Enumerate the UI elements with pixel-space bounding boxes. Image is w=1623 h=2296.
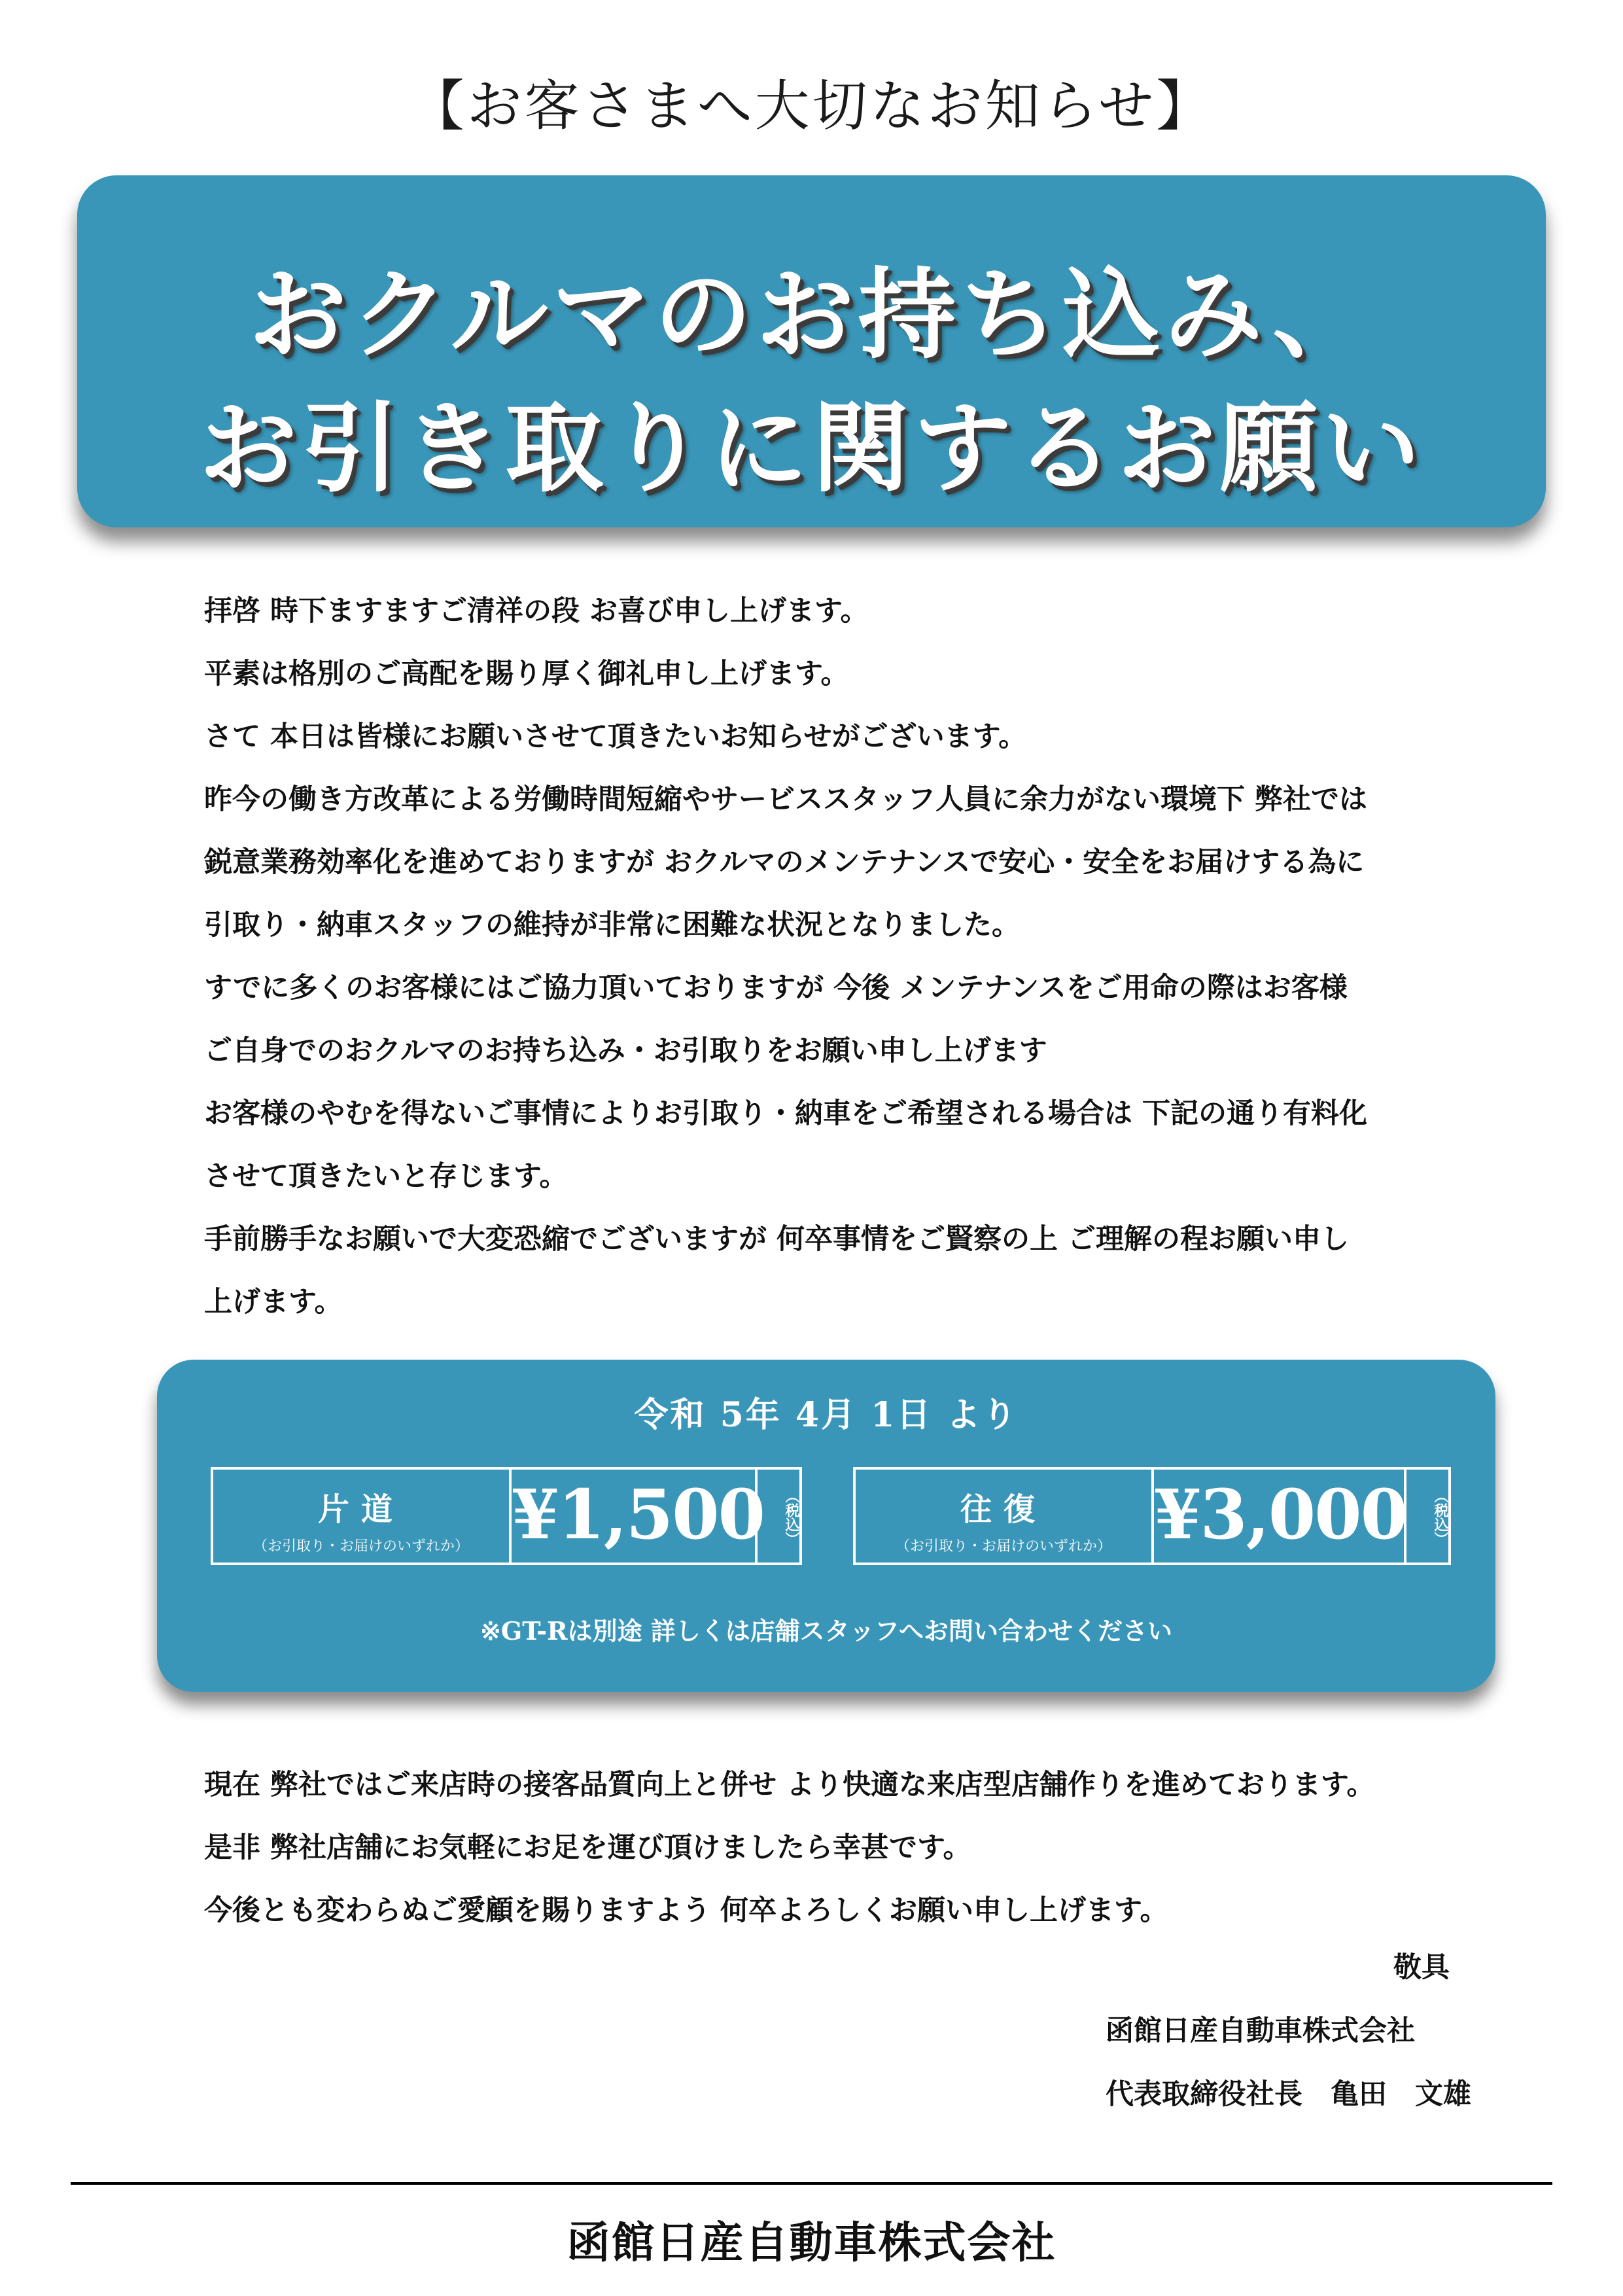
closing-word: 敬具 [1393,1951,1450,1984]
fare-tax-label: （税込） [1432,1489,1448,1546]
intro-line: ご自身でのおクルマのお持ち込み・お引取りをお願い申し上げます [204,1034,1047,1067]
fare-price: ¥1,500 [512,1474,765,1555]
closing-line: 是非 弊社店舗にお気軽にお足を運び頂けましたら幸甚です。 [204,1831,971,1864]
title-line-2: お引き取りに関するお願い [199,392,1424,506]
intro-line: 引取り・納車スタッフの維持が非常に困難な状況となりました。 [204,909,1020,942]
fare-note: （お引取り・お届けのいずれか） [895,1538,1111,1555]
title-banner [77,175,1546,527]
fare-tax-cell [1404,1470,1448,1563]
gtr-note: ※GT-Rは別途 詳しくは店舗スタッフへお問い合わせください [480,1616,1173,1646]
intro-paragraph [204,580,1480,1333]
title-line-1: おクルマのお持ち込み、 [249,258,1374,372]
closing-line: 現在 弊社ではご来店時の接客品質向上と併せ より快適な来店型店舗作りを進めております。 [204,1769,1375,1801]
fare-note: （お引取り・お届けのいずれか） [253,1538,469,1555]
closing-line: 今後とも変わらぬご愛顧を賜りますよう 何卒よろしくお願い申し上げます。 [204,1894,1168,1927]
fare-name: 往復 [960,1491,1047,1528]
signature-company: 函館日産自動車株式会社 [1106,2015,1415,2047]
closing-paragraph [204,1754,1480,1942]
fare-oneway [211,1467,802,1565]
fare-label-cell [213,1470,512,1563]
footer-company: 函館日産自動車株式会社 [567,2217,1056,2268]
intro-line: さて 本日は皆様にお願いさせて頂きたいお知らせがございます。 [204,720,1027,753]
intro-line: 拝啓 時下ますますご清祥の段 お喜び申し上げます。 [204,595,869,627]
pricing-panel [157,1360,1495,1692]
signature-representative: 代表取締役社長 亀田 文雄 [1106,2078,1471,2111]
intro-line: させて頂きたいと存じます。 [204,1160,568,1193]
intro-line: すでに多くのお客様にはご協力頂いておりますが 今後 メンテナンスをご用命の際はお客様 [204,972,1348,1004]
intro-line: 上げます。 [204,1286,343,1318]
effective-date: 令和 5年 4月 1日 より [634,1395,1019,1435]
intro-line: 鋭意業務効率化を進めておりますが おクルマのメンテナンスで安心・安全をお届けする為に [204,846,1365,879]
fare-tax-cell [755,1470,799,1563]
fare-price: ¥3,000 [1154,1474,1407,1555]
fare-roundtrip [853,1467,1451,1565]
footer-divider [71,2182,1552,2185]
intro-line: 手前勝手なお願いで大変恐縮でございますが 何卒事情をご賢察の上 ご理解の程お願い申し [204,1223,1349,1256]
intro-line: 昨今の働き方改革による労働時間短縮やサービススタッフ人員に余力がない環境下 弊社では [204,783,1367,816]
fare-name: 片道 [317,1491,404,1528]
intro-line: 平素は格別のご高配を賜り厚く御礼申し上げます。 [204,658,849,690]
fare-label-cell [856,1470,1154,1563]
fare-tax-label: （税込） [783,1489,799,1546]
notice-heading: 【お客さまへ大切なお知らせ】 [409,74,1214,138]
intro-line: お客様のやむを得ないご事情によりお引取り・納車をご希望される場合は 下記の通り有料化 [204,1097,1367,1130]
